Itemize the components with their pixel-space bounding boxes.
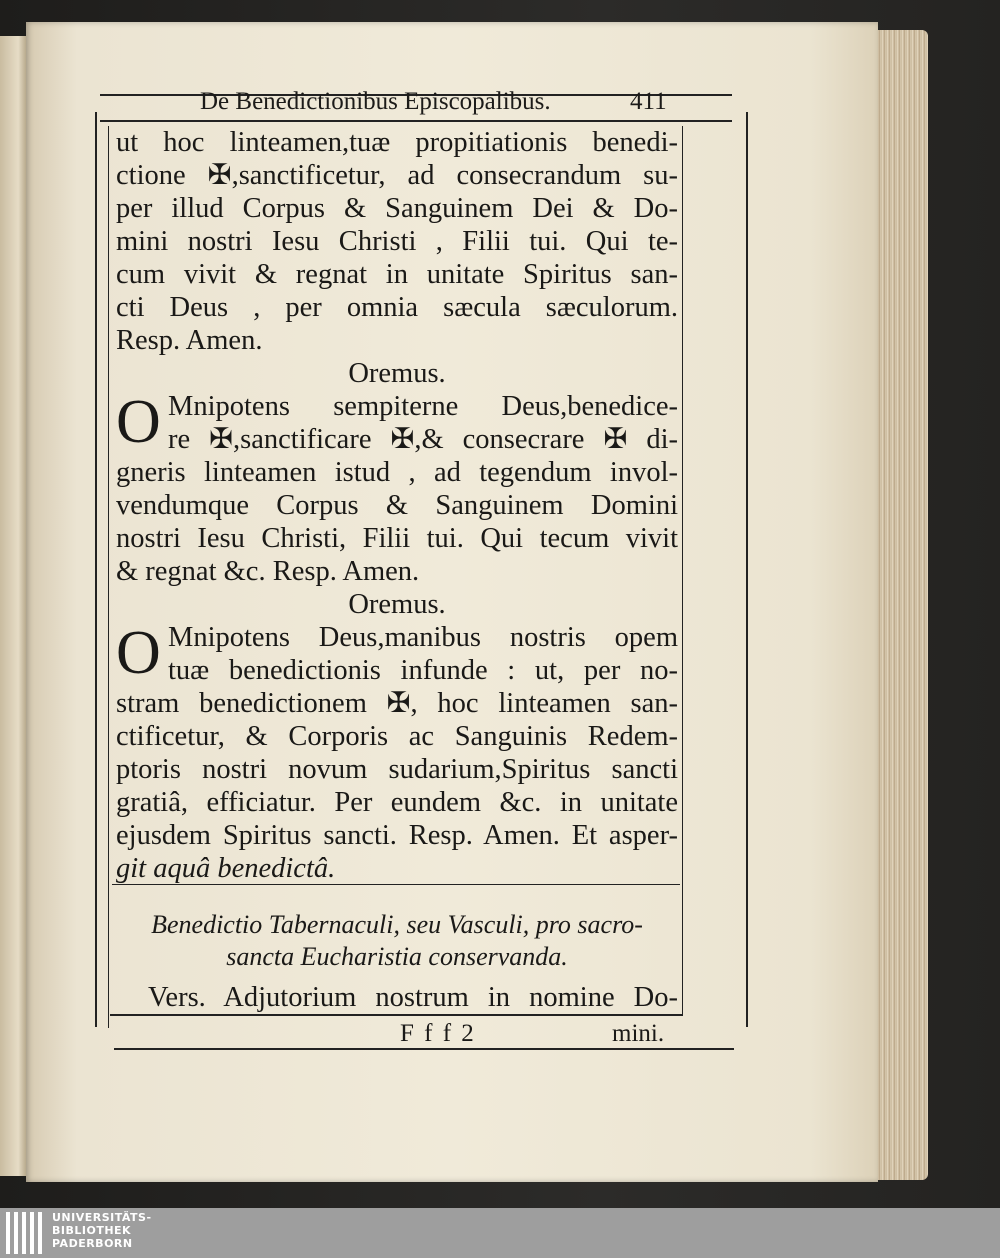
frame-right-rule xyxy=(746,112,748,1027)
text-line: Resp. Amen. xyxy=(116,325,263,356)
inner-right-rule xyxy=(682,126,683,1016)
drop-capital: O xyxy=(116,388,161,456)
text-line: Mnipotens sempiterne Deus,benedice- xyxy=(168,391,678,422)
text-line: gratiâ, efficiatur. Per eundem &c. in unitate xyxy=(116,787,678,818)
bottom-rule xyxy=(114,1048,734,1050)
left-page-edge xyxy=(0,36,26,1176)
paragraph-2 xyxy=(116,390,678,588)
text-line: ptoris nostri novum sudarium,Spiritus sancti xyxy=(116,754,678,785)
oremus-heading: Oremus. xyxy=(348,358,446,389)
oremus-heading: Oremus. xyxy=(348,589,446,620)
text-line: vendumque Corpus & Sanguinem Domini xyxy=(116,490,678,521)
text-line: stram benedictionem ✠, hoc linteamen san- xyxy=(116,688,678,719)
main-text xyxy=(116,126,678,1014)
text-line: mini nostri Iesu Christi , Filii tui. Qui te- xyxy=(116,226,678,257)
library-name xyxy=(52,1211,152,1250)
text-line: cum vivit & regnat in unitate Spiritus san- xyxy=(116,259,678,290)
inner-left-rule xyxy=(108,126,109,1028)
frame-left-rule xyxy=(95,112,97,1027)
text-line: re ✠,sanctificare ✠,& consecrare ✠ di- xyxy=(168,424,678,455)
signature-mark: F f f 2 xyxy=(400,1020,476,1047)
text-line: gneris linteamen istud , ad tegendum invol- xyxy=(116,457,678,488)
text-bottom-rule xyxy=(110,1014,682,1016)
text-line: per illud Corpus & Sanguinem Dei & Do- xyxy=(116,193,678,224)
text-line: ctificetur, & Corporis ac Sanguinis Redem- xyxy=(116,721,678,752)
text-line: nostri Iesu Christi, Filii tui. Qui tecum vivit xyxy=(116,523,678,554)
text-line: git aquâ benedictâ. xyxy=(116,853,336,884)
catchword: mini. xyxy=(612,1020,665,1047)
text-line: & regnat &c. Resp. Amen. xyxy=(116,556,420,587)
text-line: ctione ✠,sanctificetur, ad consecrandum su- xyxy=(116,160,678,191)
text-line: ut hoc linteamen,tuæ propitiationis benedi- xyxy=(116,127,678,158)
library-name-line: UNIVERSITÄTS- xyxy=(52,1211,152,1224)
text-line: cti Deus , per omnia sæcula sæculorum. xyxy=(116,292,678,323)
page-stack-edge xyxy=(876,30,928,1180)
paragraph-1 xyxy=(116,126,678,357)
header-title: De Benedictionibus Episcopalibus. xyxy=(200,88,551,115)
versicle-line: Vers. Adjutorium nostrum in nomine Do- xyxy=(148,982,678,1013)
header-rule xyxy=(100,120,732,122)
page-number: 411 xyxy=(630,88,667,115)
text-line: ejusdem Spiritus sancti. Resp. Amen. Et asper- xyxy=(116,820,678,851)
library-name-line: PADERBORN xyxy=(52,1237,133,1250)
library-name-line: BIBLIOTHEK xyxy=(52,1224,132,1237)
text-line: tuæ benedictionis infunde : ut, per no- xyxy=(168,655,678,686)
paragraph-3 xyxy=(116,621,678,885)
library-logo-icon xyxy=(6,1212,42,1254)
rubric-line: sancta Eucharistia conservanda. xyxy=(226,942,568,971)
drop-capital: O xyxy=(116,619,161,687)
text-line: Mnipotens Deus,manibus nostris opem xyxy=(168,622,678,653)
rubric-line: Benedictio Tabernaculi, seu Vasculi, pro sacro- xyxy=(151,910,643,939)
